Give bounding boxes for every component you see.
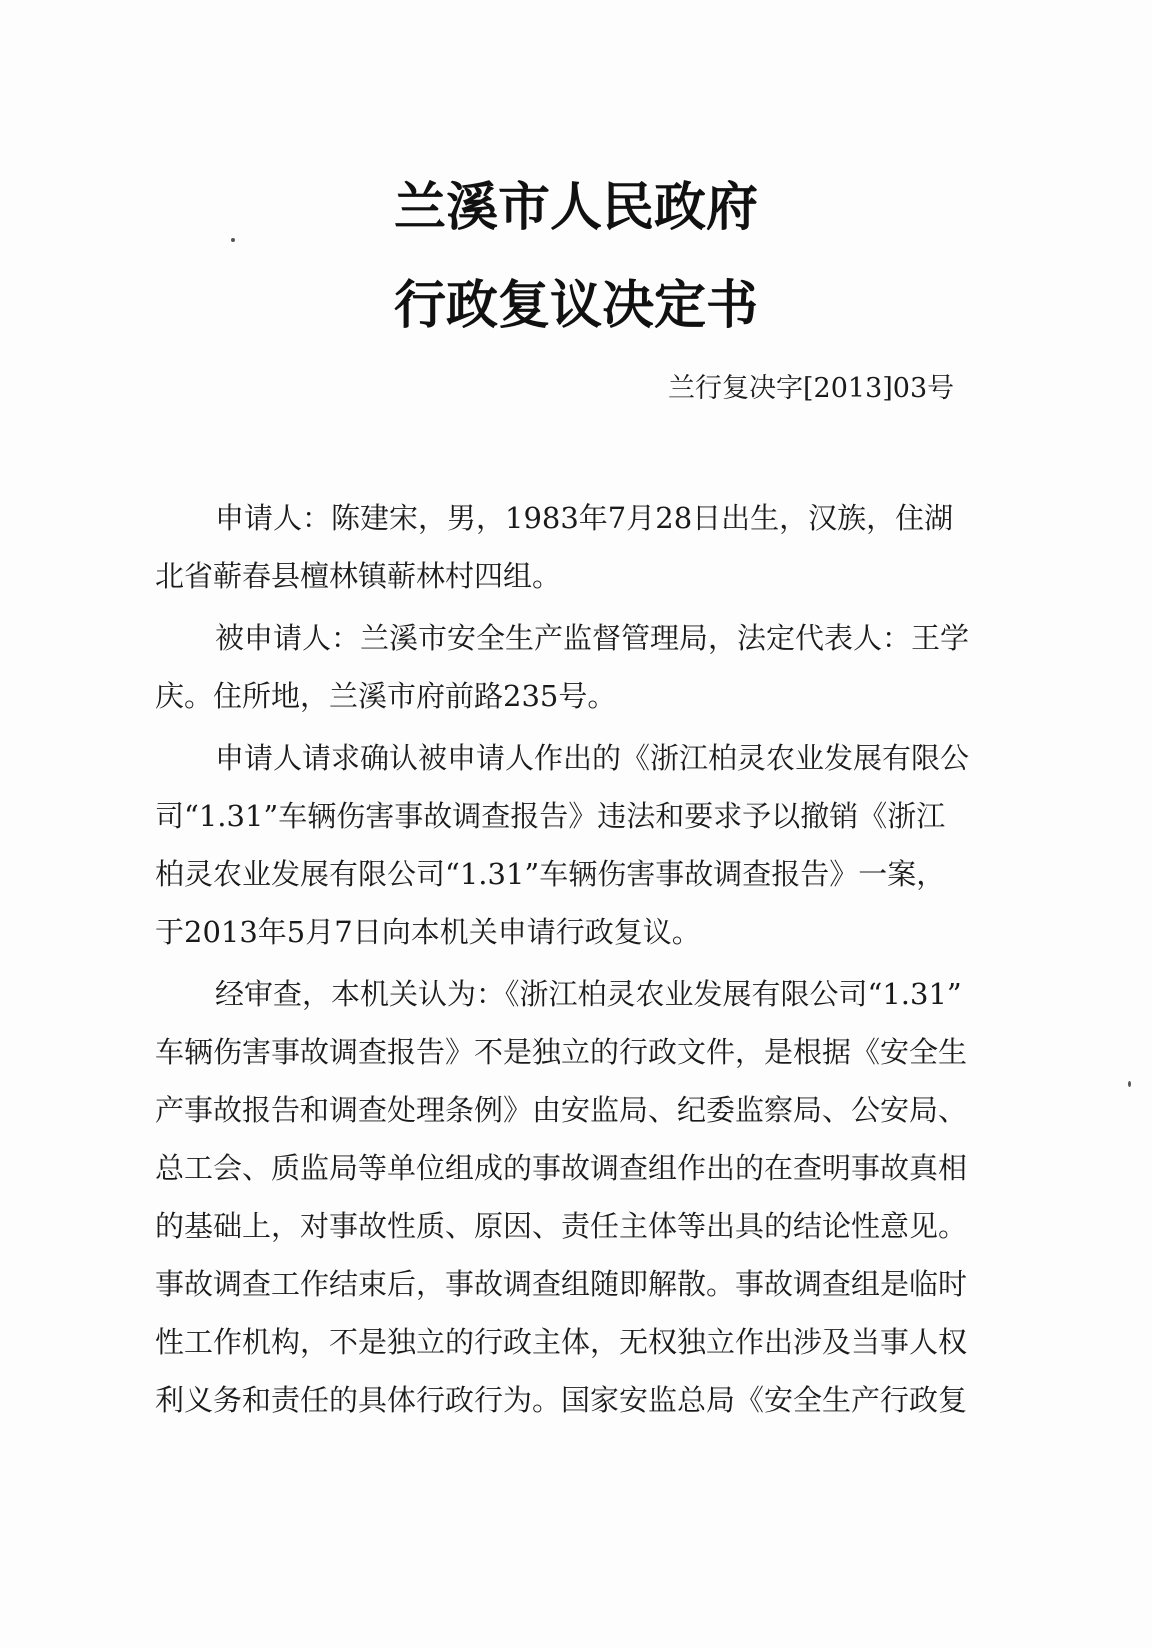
document-body	[155, 496, 1035, 1436]
paragraph-line: 庆。住所地，兰溪市府前路235号。	[155, 679, 617, 713]
paragraph-line: 司“1.31”车辆伤害事故调查报告》违法和要求予以撤销《浙江	[155, 799, 946, 833]
document-number: 兰行复决字[2013]03号	[668, 373, 955, 404]
paragraph-line: 利义务和责任的具体行政行为。国家安监总局《安全生产行政复	[155, 1383, 968, 1417]
respondent-paragraph	[155, 616, 1035, 718]
paragraph-line: 柏灵农业发展有限公司“1.31”车辆伤害事故调查报告》一案，	[155, 857, 946, 891]
paragraph-line: 北省蕲春县檀林镇蕲林村四组。	[155, 559, 562, 593]
paragraph-line: 的基础上，对事故性质、原因、责任主体等出具的结论性意见。	[155, 1209, 968, 1243]
finding-paragraph	[155, 972, 1035, 1422]
paragraph-line: 申请人请求确认被申请人作出的《浙江柏灵农业发展有限公	[215, 741, 970, 775]
paragraph-line: 被申请人：兰溪市安全生产监督管理局，法定代表人：王学	[215, 621, 970, 655]
paragraph-line: 总工会、质监局等单位组成的事故调查组作出的在查明事故真相	[155, 1151, 968, 1185]
paragraph-line: 产事故报告和调查处理条例》由安监局、纪委监察局、公安局、	[155, 1093, 968, 1127]
document-title-line-2: 行政复议决定书	[393, 276, 758, 336]
document-title-line-1: 兰溪市人民政府	[393, 178, 758, 238]
scan-speck	[231, 238, 235, 242]
paragraph-line: 经审查，本机关认为：《浙江柏灵农业发展有限公司“1.31”	[215, 977, 962, 1011]
paragraph-line: 性工作机构，不是独立的行政主体，无权独立作出涉及当事人权	[155, 1325, 968, 1359]
request-paragraph	[155, 736, 1035, 954]
applicant-paragraph	[155, 496, 1035, 598]
paragraph-line: 车辆伤害事故调查报告》不是独立的行政文件，是根据《安全生	[155, 1035, 968, 1069]
paragraph-line: 事故调查工作结束后，事故调查组随即解散。事故调查组是临时	[155, 1267, 968, 1301]
paragraph-line: 于2013年5月7日向本机关申请行政复议。	[155, 915, 701, 949]
scan-speck	[1128, 1081, 1131, 1087]
paragraph-line: 申请人：陈建宋，男，1983年7月28日出生，汉族，住湖	[215, 501, 954, 535]
